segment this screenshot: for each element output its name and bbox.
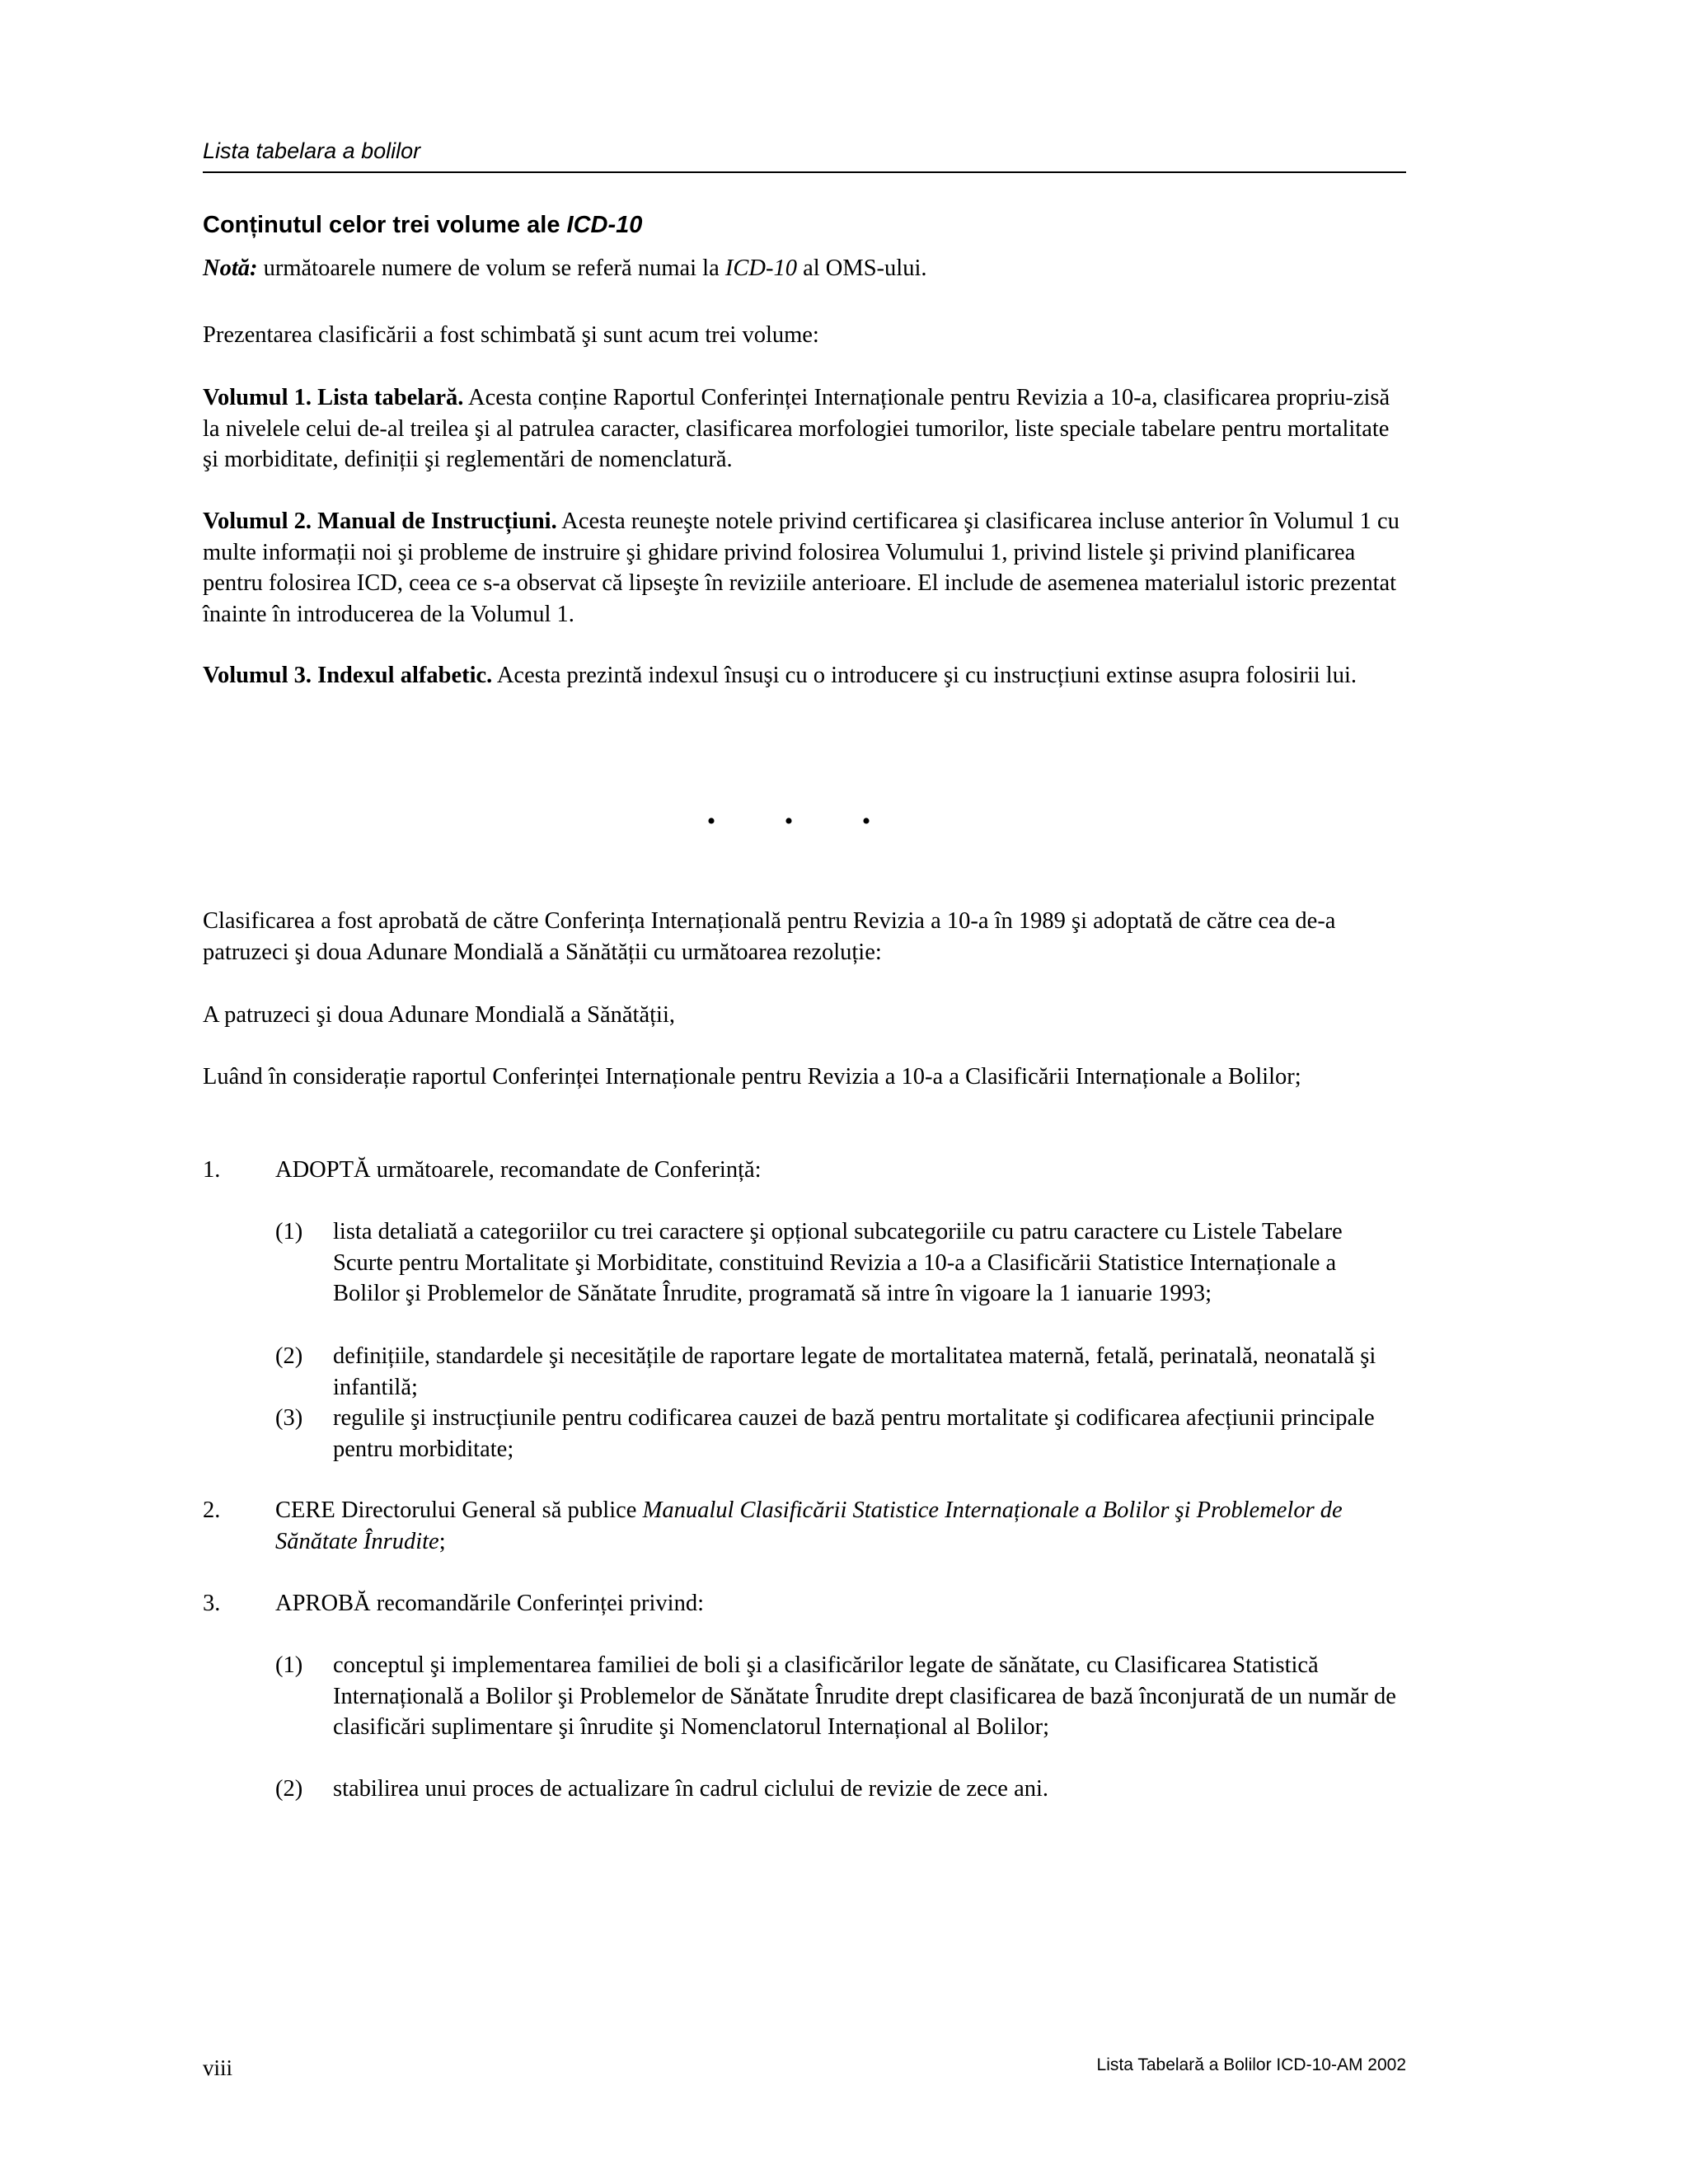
item-marker: (1) (275, 1219, 303, 1244)
volume-3-paragraph (203, 660, 1406, 691)
item-text: conceptul şi implementarea familiei de boli şi a clasificărilor legate de sănătate, cu Clasificarea Statistică Internațională a Bolilor şi Problemelor de Sănătate Înrudite drept clasificarea de bază înconjurată de un număr de clasificări suplimentare şi înrudite şi Nomenclatorul Internațional al Bolilor; (333, 1652, 1396, 1740)
resolution-3-text: APROBĂ recomandările Conferinței privind: (275, 1591, 705, 1616)
item-marker: (1) (275, 1652, 303, 1678)
resolution-2-manual-title: Manualul Clasificării Statistice Internaționale a Bolilor şi Problemelor de Sănătate Înrudite (275, 1497, 1343, 1554)
section-separator: • • • (706, 808, 903, 835)
item-marker: (2) (275, 1343, 303, 1369)
volume-3-label: Volumul 3. Indexul alfabetic. (203, 663, 493, 688)
volume-3-text: Acesta prezintă indexul însuşi cu o introducere şi cu instrucțiuni extinse asupra folosirii lui. (492, 663, 1357, 688)
resolution-2-number: 2. (203, 1497, 221, 1523)
resolution-3-number: 3. (203, 1591, 221, 1616)
item-text: regulile şi instrucțiunile pentru codificarea cauzei de bază pentru mortalitate şi codificarea afecțiunii principale pentru morbiditate; (333, 1405, 1375, 1462)
volume-1-paragraph (203, 382, 1406, 476)
intro-paragraph: Prezentarea clasificării a fost schimbată şi sunt acum trei volume: (203, 322, 819, 348)
resolution-1-text: ADOPTĂ următoarele, recomandate de Conferință: (275, 1157, 762, 1183)
item-text: lista detaliată a categoriilor cu trei caractere şi opțional subcategoriile cu patru caractere cu Listele Tabelare Scurte pentru Mortalitate şi Morbiditate, constituind Revizia a 10-a a Clasificării Statistice Internaționale a Bolilor şi Problemelor de Sănătate Înrudite, programată să intre în vigoare la 1 ianuarie 1993; (333, 1219, 1343, 1306)
assembly-paragraph: A patruzeci şi doua Adunare Mondială a Sănătății, (203, 1002, 675, 1028)
resolution-2-text (275, 1495, 1363, 1557)
approval-paragraph: Clasificarea a fost aprobată de către Conferința Internațională pentru Revizia a 10-a în 1989 şi adoptată de către cea de-a patruzeci şi doua Adunare Mondială a Sănătății cu următoarea rezoluție: (203, 908, 1336, 965)
section-title (203, 212, 642, 239)
resolution-2-text-end: ; (438, 1528, 446, 1554)
note-paragraph (203, 253, 1406, 284)
volume-1-text: Acesta conține Raportul Conferinței Internaționale pentru Revizia a 10-a, clasificarea propriu-zisă la nivelele celui de-al treilea şi al patrulea caracter, clasificarea morfologiei tumorilor, liste speciale tabelare pentru mortalitate şi morbiditate, definiții şi reglementări de nomenclatură. (203, 385, 1390, 472)
note-text-italic: ICD-10 (724, 255, 797, 281)
item-marker: (2) (275, 1776, 303, 1802)
volume-2-label: Volumul 2. Manual de Instrucțiuni. (203, 509, 557, 534)
note-text-2: al OMS-ului. (796, 255, 927, 281)
note-label: Notă: (203, 255, 258, 281)
footer-publication: Lista Tabelară a Bolilor ICD-10-AM 2002 (1096, 2055, 1406, 2074)
resolution-1-number: 1. (203, 1157, 221, 1183)
section-title-icd: ICD-10 (566, 212, 643, 238)
resolution-2-text-plain: CERE Directorului General să publice (275, 1497, 643, 1523)
note-text-1: următoarele numere de volum se referă numai la (257, 255, 725, 281)
volume-1-label: Volumul 1. Lista tabelară. (203, 385, 464, 410)
header-rule (203, 171, 1406, 173)
volume-2-paragraph (203, 506, 1406, 630)
document-page (203, 0, 1406, 2184)
item-text: definițiile, standardele şi necesitățile de raportare legate de mortalitatea maternă, fetală, perinatală, neonatală şi infantilă; (333, 1343, 1376, 1400)
considering-paragraph: Luând în considerație raportul Conferinței Internaționale pentru Revizia a 10-a a Clasificării Internaționale a Bolilor; (203, 1064, 1301, 1090)
running-header: Lista tabelara a bolilor (203, 138, 421, 163)
volume-2-text: Acesta reuneşte notele privind certificarea şi clasificarea incluse anterior în Volumul 1 cu multe informații noi şi probleme de instruire şi ghidare privind folosirea Volumului 1, privind listele şi privind planificarea pentru folosirea ICD, ceea ce s-a observat că lipseşte în reviziile anterioare. El include de asemenea materialul istoric prezentat înainte în introducerea de la Volumul 1. (203, 509, 1400, 627)
item-marker: (3) (275, 1405, 303, 1431)
item-text: stabilirea unui proces de actualizare în cadrul ciclului de revizie de zece ani. (333, 1776, 1049, 1802)
section-title-text: Conținutul celor trei volume ale (203, 212, 567, 238)
page-number: viii (203, 2055, 233, 2080)
